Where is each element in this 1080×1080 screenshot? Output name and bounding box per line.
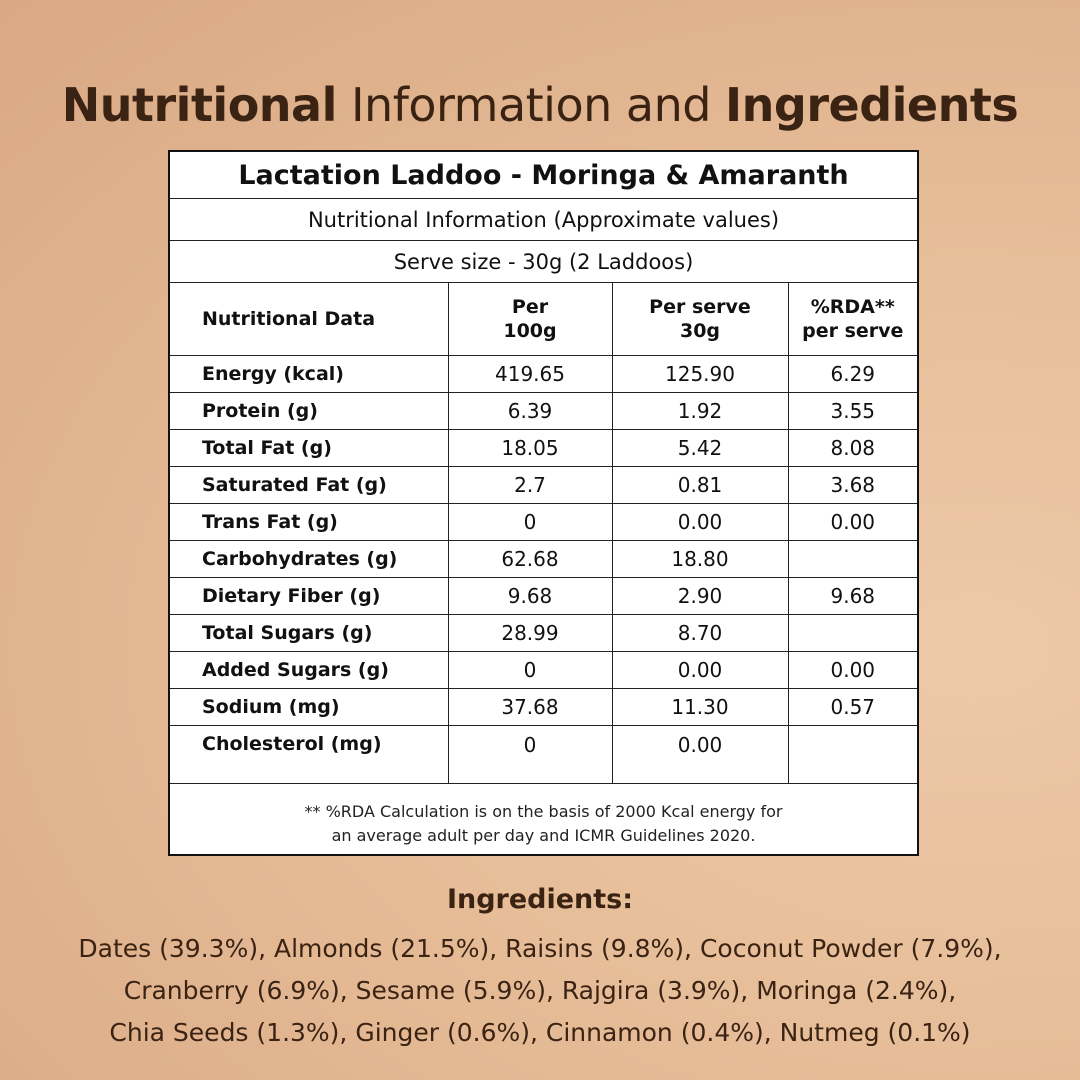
header-rda — [788, 283, 917, 356]
table-row — [170, 356, 917, 393]
cell-rda: 6.29 — [788, 356, 917, 393]
table-row — [170, 393, 917, 430]
cell-per-100g: 62.68 — [448, 541, 612, 578]
cell-rda: 8.08 — [788, 430, 917, 467]
row-label: Total Sugars (g) — [170, 615, 448, 652]
header-per-100g — [448, 283, 612, 356]
cell-per-100g: 18.05 — [448, 430, 612, 467]
cell-per-100g: 0 — [448, 652, 612, 689]
cell-per-serve: 5.42 — [612, 430, 788, 467]
ingredients-list — [30, 928, 1050, 1054]
product-name: Lactation Laddoo - Moringa & Amaranth — [170, 152, 917, 199]
nutrition-card — [168, 150, 919, 856]
cell-per-100g: 2.7 — [448, 467, 612, 504]
table-row — [170, 615, 917, 652]
header-rda-line2: per serve — [802, 320, 904, 342]
table-row — [170, 430, 917, 467]
header-per-serve — [612, 283, 788, 356]
ingredients-line-3: Chia Seeds (1.3%), Ginger (0.6%), Cinnamon (0.4%), Nutmeg (0.1%) — [109, 1018, 971, 1047]
header-rda-line1: %RDA** — [810, 296, 895, 318]
nutrition-table — [170, 283, 917, 784]
row-label: Protein (g) — [170, 393, 448, 430]
cell-per-100g: 419.65 — [448, 356, 612, 393]
heading-part-regular: Information and — [336, 78, 726, 132]
table-header-row — [170, 283, 917, 356]
footnote-line-1: ** %RDA Calculation is on the basis of 2000 Kcal energy for — [304, 802, 783, 821]
cell-rda — [788, 726, 917, 784]
row-label: Sodium (mg) — [170, 689, 448, 726]
heading-part-bold-2: Ingredients — [725, 78, 1019, 132]
ingredients-line-2: Cranberry (6.9%), Sesame (5.9%), Rajgira (3.9%), Moringa (2.4%), — [123, 976, 957, 1005]
cell-rda: 0.57 — [788, 689, 917, 726]
cell-per-serve: 1.92 — [612, 393, 788, 430]
row-label: Trans Fat (g) — [170, 504, 448, 541]
serve-size: Serve size - 30g (2 Laddoos) — [170, 241, 917, 283]
cell-per-serve: 18.80 — [612, 541, 788, 578]
cell-rda: 0.00 — [788, 504, 917, 541]
cell-rda: 0.00 — [788, 652, 917, 689]
row-label: Carbohydrates (g) — [170, 541, 448, 578]
table-row — [170, 578, 917, 615]
ingredients-title: Ingredients: — [446, 884, 634, 915]
row-label: Added Sugars (g) — [170, 652, 448, 689]
header-per-serve-line2: 30g — [679, 320, 721, 342]
row-label: Total Fat (g) — [170, 430, 448, 467]
cell-rda: 9.68 — [788, 578, 917, 615]
cell-per-100g: 6.39 — [448, 393, 612, 430]
table-row — [170, 726, 917, 784]
cell-rda — [788, 541, 917, 578]
header-per-100g-line1: Per — [511, 296, 549, 318]
cell-per-serve: 0.81 — [612, 467, 788, 504]
cell-per-100g: 9.68 — [448, 578, 612, 615]
heading-part-bold-1: Nutritional — [61, 78, 337, 132]
cell-per-serve: 0.00 — [612, 652, 788, 689]
cell-per-100g: 37.68 — [448, 689, 612, 726]
cell-rda — [788, 615, 917, 652]
cell-per-100g: 28.99 — [448, 615, 612, 652]
table-row — [170, 541, 917, 578]
cell-per-serve: 0.00 — [612, 504, 788, 541]
cell-per-serve: 8.70 — [612, 615, 788, 652]
nutrition-subtitle: Nutritional Information (Approximate values) — [170, 199, 917, 241]
row-label: Cholesterol (mg) — [170, 726, 448, 784]
cell-rda: 3.68 — [788, 467, 917, 504]
row-label: Dietary Fiber (g) — [170, 578, 448, 615]
row-label: Energy (kcal) — [170, 356, 448, 393]
table-row — [170, 689, 917, 726]
cell-per-serve: 2.90 — [612, 578, 788, 615]
table-row — [170, 652, 917, 689]
cell-per-100g: 0 — [448, 726, 612, 784]
cell-per-serve: 11.30 — [612, 689, 788, 726]
rda-footnote — [170, 784, 917, 848]
cell-per-100g: 0 — [448, 504, 612, 541]
header-per-100g-line2: 100g — [503, 320, 557, 342]
footnote-line-2: an average adult per day and ICMR Guidelines 2020. — [331, 826, 756, 845]
cell-rda: 3.55 — [788, 393, 917, 430]
page-heading — [0, 78, 1080, 132]
ingredients-line-1: Dates (39.3%), Almonds (21.5%), Raisins (9.8%), Coconut Powder (7.9%), — [78, 934, 1002, 963]
row-label: Saturated Fat (g) — [170, 467, 448, 504]
header-nutritional-data: Nutritional Data — [170, 283, 448, 356]
header-per-serve-line1: Per serve — [649, 296, 751, 318]
cell-per-serve: 0.00 — [612, 726, 788, 784]
cell-per-serve: 125.90 — [612, 356, 788, 393]
table-row — [170, 467, 917, 504]
table-row — [170, 504, 917, 541]
